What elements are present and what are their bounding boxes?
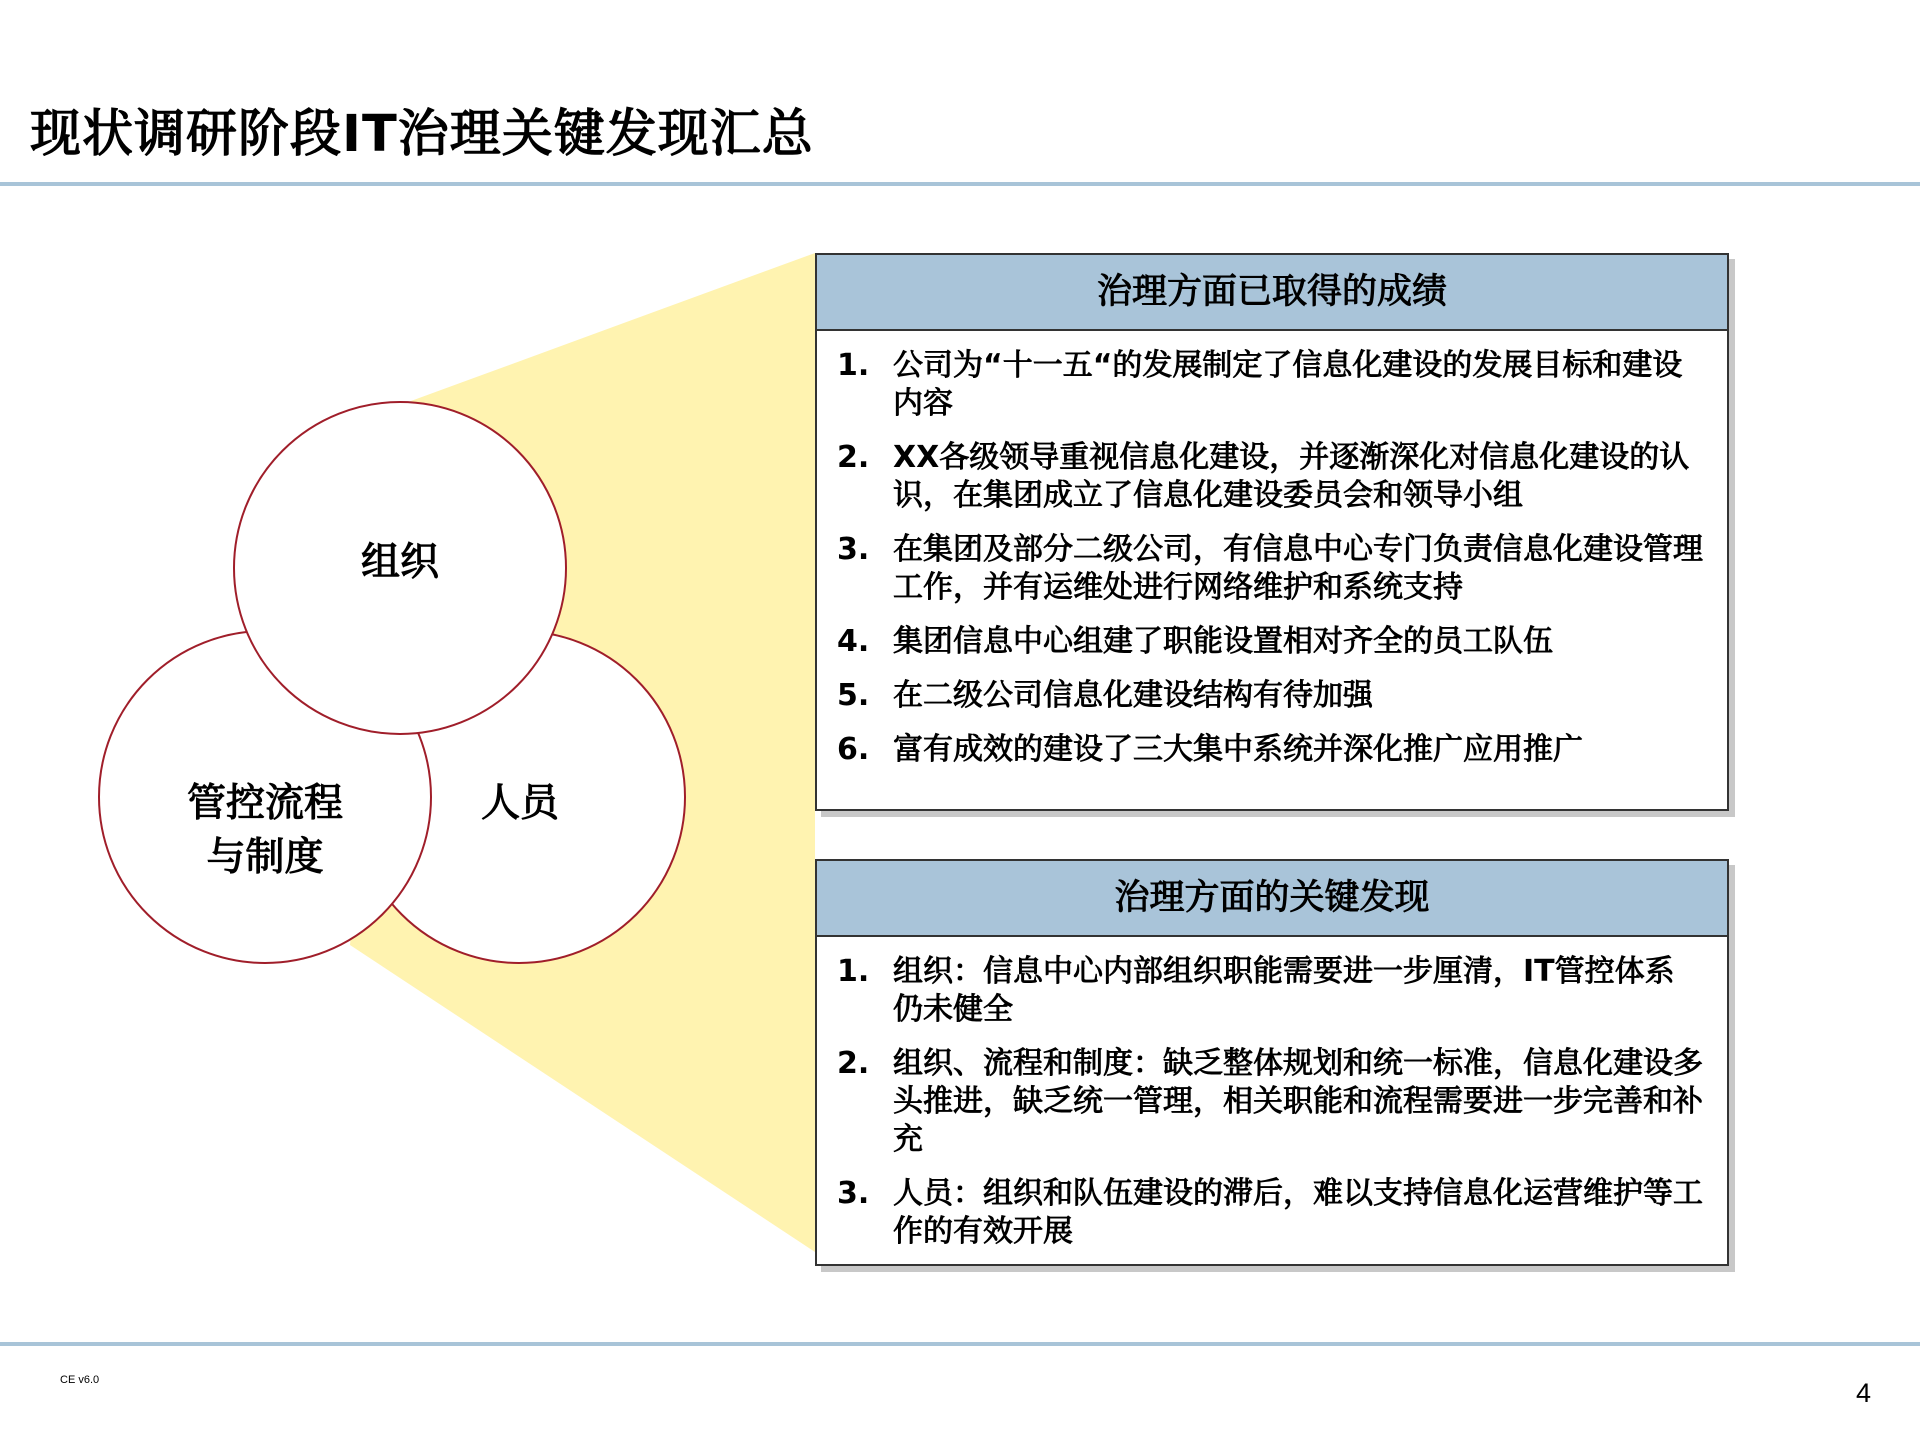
item-number: 3.: [837, 1176, 870, 1211]
item-text: 公司为“十一五“的发展制定了信息化建设的发展目标和建设内容: [893, 348, 1683, 421]
item-number: 2.: [837, 440, 870, 475]
item-number: 3.: [837, 532, 870, 567]
item-text: XX各级领导重视信息化建设，并逐渐深化对信息化建设的认识，在集团成立了信息化建设委员会和领导小组: [893, 440, 1690, 513]
page-title: 现状调研阶段IT治理关键发现汇总: [30, 105, 814, 164]
list-item: [837, 1175, 1703, 1251]
page-number: 4: [1856, 1378, 1872, 1408]
item-text: 组织：信息中心内部组织职能需要进一步厘清，IT管控体系仍未健全: [893, 954, 1675, 1027]
item-number: 6.: [837, 732, 870, 767]
item-text: 集团信息中心组建了职能设置相对齐全的员工队伍: [893, 624, 1553, 659]
item-number: 1.: [837, 348, 870, 383]
venn-label-process-line1: 管控流程: [186, 781, 343, 826]
venn-label-process-line2: 与制度: [206, 835, 324, 880]
achievements-header: 治理方面已取得的成绩: [817, 255, 1727, 331]
list-item: [837, 1045, 1703, 1159]
item-text: 富有成效的建设了三大集中系统并深化推广应用推广: [893, 732, 1583, 767]
footer-rule: [0, 1342, 1920, 1346]
item-text: 在集团及部分二级公司，有信息中心专门负责信息化建设管理工作，并有运维处进行网络维护和系统支持: [893, 532, 1703, 605]
item-text: 在二级公司信息化建设结构有待加强: [893, 678, 1373, 713]
list-item: [837, 677, 1703, 715]
findings-header: 治理方面的关键发现: [817, 861, 1727, 937]
version-label: CE v6.0: [60, 1374, 100, 1386]
list-item: [837, 953, 1703, 1029]
item-number: 1.: [837, 954, 870, 989]
achievements-list: [817, 331, 1727, 769]
item-number: 4.: [837, 624, 870, 659]
venn-label-organization: 组织: [360, 540, 439, 585]
achievements-panel: [815, 253, 1729, 811]
list-item: [837, 531, 1703, 607]
list-item: [837, 439, 1703, 515]
item-number: 5.: [837, 678, 870, 713]
venn-label-people: 人员: [480, 781, 559, 826]
findings-list: [817, 937, 1727, 1251]
list-item: [837, 731, 1703, 769]
findings-panel: [815, 859, 1729, 1266]
list-item: [837, 623, 1703, 661]
item-text: 组织、流程和制度：缺乏整体规划和统一标准，信息化建设多头推进，缺乏统一管理，相关职能和流程需要进一步完善和补充: [893, 1046, 1703, 1157]
item-text: 人员：组织和队伍建设的滞后，难以支持信息化运营维护等工作的有效开展: [893, 1176, 1703, 1249]
list-item: [837, 347, 1703, 423]
item-number: 2.: [837, 1046, 870, 1081]
